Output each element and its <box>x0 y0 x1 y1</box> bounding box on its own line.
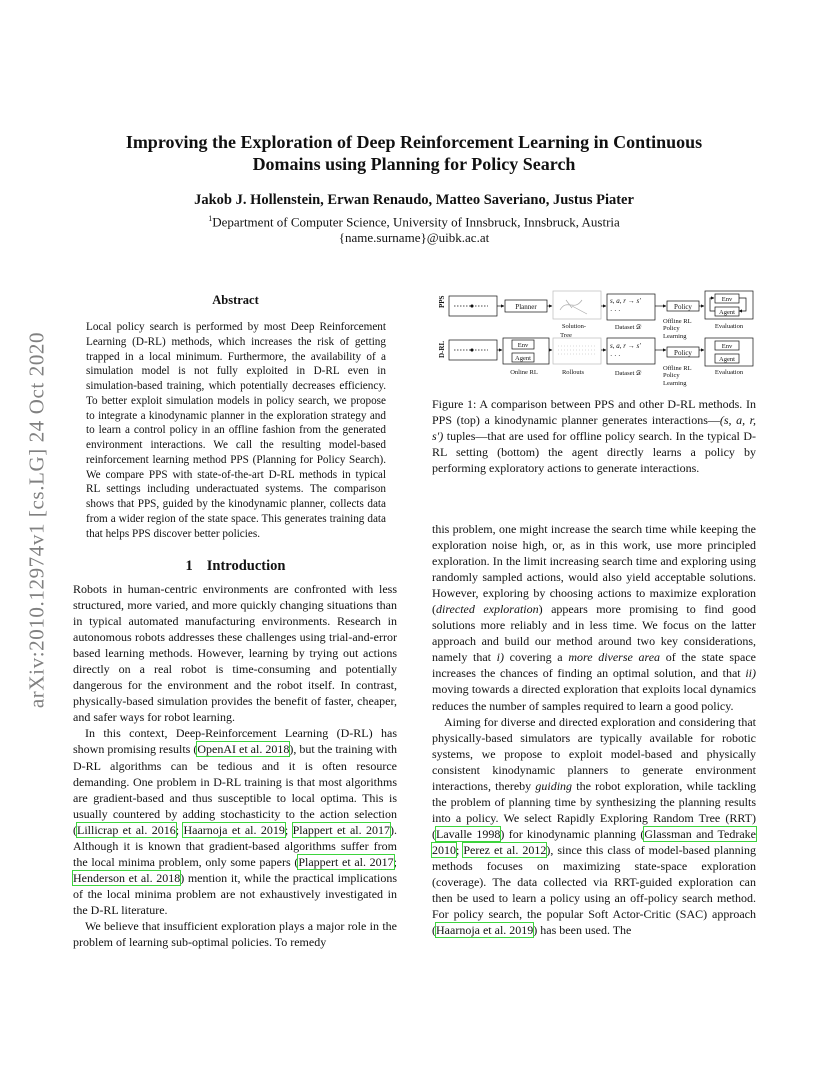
policy-label: Policy <box>674 349 692 357</box>
evaluation-label: Evaluation <box>714 323 744 330</box>
dots-label: · · · <box>610 307 621 315</box>
env-label: Env <box>721 296 733 303</box>
agent-label: Agent <box>515 355 531 362</box>
caption-tuple: (s, a, r, s′) <box>432 413 756 444</box>
title-line-2: Domains using Planning for Policy Search <box>252 154 576 174</box>
row-pps <box>438 291 753 340</box>
intro-paragraph-3: We believe that insufficient exploration plays a major role in the problem of learning sub-optimal policies. To remedy <box>73 918 397 950</box>
right-column-body <box>432 521 756 938</box>
abstract-text: Local policy search is performed by most Deep Reinforcement Learning (D-RL) methods, which increases the risk of getting trapped in a local minimum. Furthermore, the availability of a simulation model is not fully exploited in D-RL even in simulation-based training, which potentially decreases efficiency. To better exploit simulation models in policy search, we propose to integrate a kinodynamic planner in the exploration strategy and to learn a control policy in an offline fashion from the generated environment interactions. We call the resulting model-based reinforcement learning method PPS (Planning for Policy Search). We compare PPS with state-of-the-art D-RL methods in typical RL settings including underactuated systems. The comparison shows that PPS, guided by the kinodynamic planner, collects data from a wider region of the state space. This generates training data that helps PPS discover better policies. <box>86 321 386 540</box>
offline-rl-label: Policy <box>663 325 680 332</box>
author-email: {name.surname}@uibk.ac.at <box>338 230 490 246</box>
row-label-pps: PPS <box>438 295 446 308</box>
citation-link[interactable]: Plappert et al. 2017 <box>298 854 394 869</box>
affiliation-block <box>70 211 758 246</box>
left-column-body <box>73 581 397 950</box>
solution-tree-label: Solution- <box>561 323 587 330</box>
env-label: Env <box>721 343 733 350</box>
offline-rl-label: Policy <box>663 372 680 379</box>
env-label: Env <box>517 342 529 349</box>
citation-link[interactable]: Henderson et al. 2018 <box>73 870 181 885</box>
evaluation-label: Evaluation <box>714 369 744 376</box>
intro-paragraph-2: In this context, Deep-Reinforcement Learning (D-RL) has shown promising results (OpenAI et al. 2018), but the training with D-RL algorithms can be tedious and it is often resource demanding. One problem in D-RL training is that most algorithms are gradient-based and thus susceptible to local optima. This is usually countered by adding stochasticity to the action selection (Lillicrap et al. 2016; Haarnoja et al. 2019; Plappert et al. 2017). Although it is known that gradient-based algorithms suffer from the local minima problem, only some papers (Plappert et al. 2017; Henderson et al. 2018) mention it, while the practical implications of the local minima problem are not exhaustively investigated in the D-RL literature. <box>73 726 398 917</box>
figure-1-caption: Figure 1: A comparison between PPS and other D-RL methods. In PPS (top) a kinodynamic planner generates interactions—(s, a, r, s′) tuples—that are used for offline policy search. In the typical D-RL setting (bottom) the agent directly learns a policy by performing exploratory actions to generate interactions. <box>432 397 756 476</box>
tuple-label: s, a, r → s′ <box>610 342 641 350</box>
planner-label: Planner <box>515 303 537 311</box>
tuple-label: s, a, r → s′ <box>610 297 641 305</box>
dots-label: · · · <box>610 352 621 360</box>
offline-rl-label: Offline RL <box>663 318 692 325</box>
abstract-heading: Abstract <box>212 293 259 307</box>
section-heading-introduction <box>74 558 397 575</box>
citation-link[interactable]: Haarnoja et al. 2019 <box>183 822 285 837</box>
row-label-drl: D-RL <box>438 340 446 358</box>
title-line-1: Improving the Exploration of Deep Reinforcement Learning in Continuous <box>125 132 703 152</box>
affiliation-marker: 1 <box>208 214 213 223</box>
right-paragraph-2: Aiming for diverse and directed exploration and considering that physically-based simulators are typically available for robotic systems, we propose to exploit model-based and physically consistent kinodynamic planners to generate environment interactions, thereby guiding the robot exploration, while tackling the problem of planning time by synthesizing the planning results into a policy. We select Rapidly Exploring Random Tree (RRT) (Lavalle 1998) for kinodynamic planning (Glassman and Tedrake 2010; Perez et al. 2012), since this class of model-based planning methods focuses on maximizing state-space exploration (coverage). The data collected via RRT-guided exploration can then be used to learn a policy using an off-policy search method. For policy search, the popular Soft Actor-Critic (SAC) approach (Haarnoja et al. 2019) has been used. The <box>432 714 757 938</box>
dataset-label: Dataset 𝒟 <box>614 370 642 377</box>
citation-link[interactable]: Glassman and Tedrake 2010 <box>432 826 756 857</box>
figure-1-diagram <box>432 288 756 388</box>
online-rl-label: Online RL <box>510 369 538 376</box>
arxiv-identifier: arXiv:2010.12974v1 [cs.LG] 24 Oct 2020 <box>24 331 49 709</box>
section-number: 1 <box>185 558 193 574</box>
offline-rl-label: Learning <box>663 380 687 387</box>
citation-link[interactable]: Plappert et al. 2017 <box>292 822 391 837</box>
offline-rl-label: Learning <box>663 333 687 340</box>
dataset-label: Dataset 𝒟 <box>614 324 642 331</box>
intro-paragraph-1: Robots in human-centric environments are confronted with less structured, more varied, and more quickly changing situations than in typical automated manufacturing environments. Research in autonomous robots addresses these challenges using trial-and-error based learning methods. However, learning by trying out actions directly on a real robot is time-consuming and potentially dangerous for the environment and the robot itself. In contrast, physically-based simulation provides the benefit of faster, cheaper, and safer ways for robot learning. <box>73 582 397 725</box>
right-paragraph-1: this problem, one might increase the search time while keeping the exploration noise high, or, as in this work, use more principled exploration. In the limit increasing search time and exploring using randomly sampled actions, would also yield acceptable solutions. However, exploring by choosing actions to maximize exploration (directed exploration) appears more promising to find good solutions more reliably and in less time. We focus on the latter approach and build our method around two key considerations, namely that i) covering a more diverse area of the state space increases the chances of finding an optimal solution, and that ii) moving towards a directed exploration that exploits local dynamics reduces the number of samples required to learn a good policy. <box>432 522 757 713</box>
agent-label: Agent <box>719 309 735 316</box>
citation-link[interactable]: Haarnoja et al. 2019 <box>436 923 534 938</box>
rollouts-label: Rollouts <box>561 369 585 376</box>
citation-link[interactable]: Lavalle 1998 <box>436 826 501 841</box>
author-list: Jakob J. Hollenstein, Erwan Renaudo, Matteo Saveriano, Justus Piater <box>194 192 634 208</box>
policy-label: Policy <box>674 303 692 311</box>
agent-label: Agent <box>719 356 735 363</box>
row-drl <box>438 338 753 387</box>
section-title: Introduction <box>206 558 286 574</box>
paper-title <box>70 131 758 175</box>
offline-rl-label: Offline RL <box>663 365 692 372</box>
citation-link[interactable]: OpenAI et al. 2018 <box>197 742 290 757</box>
affiliation: Department of Computer Science, University of Innsbruck, Innsbruck, Austria <box>212 214 620 230</box>
citation-link[interactable]: Lillicrap et al. 2016 <box>77 822 176 837</box>
solution-tree-label: Tree <box>560 332 572 339</box>
citation-link[interactable]: Perez et al. 2012 <box>463 842 547 857</box>
caption-label: Figure 1: <box>432 397 477 411</box>
